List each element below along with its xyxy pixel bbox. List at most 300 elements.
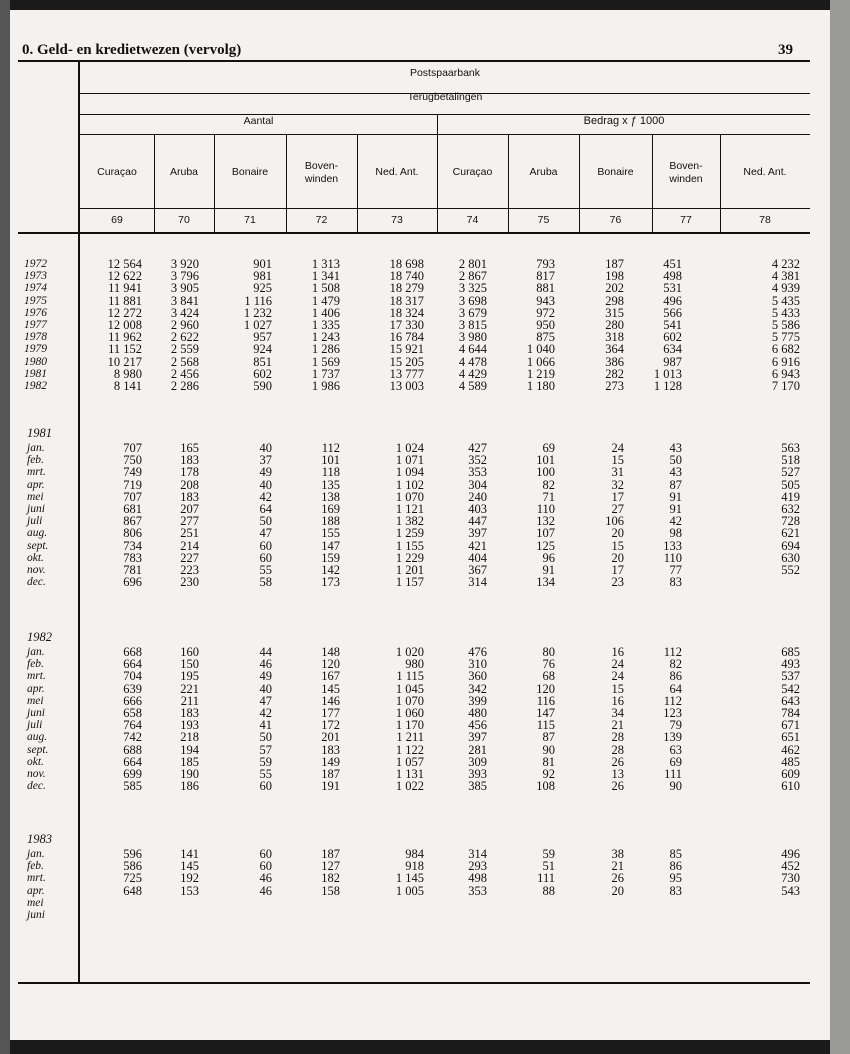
row-label: apr. (27, 682, 45, 695)
column-number: 71 (244, 214, 256, 226)
row-label: mrt. (27, 872, 46, 885)
data-column (670, 848, 683, 921)
table-cell: 59 (259, 754, 272, 769)
table-cell: 12 564 (107, 257, 142, 271)
table-cell: 1 027 (243, 317, 272, 332)
table-cell: 3 841 (170, 293, 199, 308)
table-cell: 1 122 (395, 742, 424, 757)
table-cell: 943 (536, 293, 555, 308)
table-cell: 26 (611, 754, 624, 769)
table-cell: 100 (536, 465, 555, 480)
table-cell: 111 (537, 871, 555, 886)
table-cell: 3 679 (458, 305, 487, 320)
row-label: mrt. (27, 466, 46, 479)
table-cell: 4 644 (458, 342, 487, 357)
table-cell: 27 (611, 501, 624, 516)
table-cell: 421 (468, 538, 487, 553)
table-cell: 3 815 (458, 317, 487, 332)
page-edge (830, 0, 850, 1054)
table-cell: 10 217 (107, 354, 142, 369)
row-label: 1974 (24, 282, 47, 295)
data-column (123, 646, 142, 792)
table-cell: 2 622 (170, 330, 199, 345)
table-cell (260, 909, 273, 921)
table-cell: 783 (123, 550, 142, 565)
table-cell: 150 (180, 657, 199, 672)
table-cell: 281 (468, 742, 487, 757)
table-cell: 13 003 (389, 378, 424, 393)
table-cell: 1 128 (653, 378, 682, 393)
table-cell: 169 (321, 501, 340, 516)
table-cell: 304 (468, 477, 487, 492)
table-cell: 1 986 (311, 378, 340, 393)
table-cell: 552 (781, 562, 800, 577)
table-cell: 972 (536, 305, 555, 320)
table-cell: 112 (321, 441, 340, 455)
row-label: 1978 (24, 331, 47, 344)
table-cell: 49 (259, 465, 272, 480)
table-cell: 31 (611, 465, 624, 480)
table-cell (537, 909, 555, 921)
table-cell: 273 (605, 378, 624, 393)
table-cell: 18 317 (389, 293, 424, 308)
column-header: Curaçao (452, 166, 493, 178)
column-number: 72 (315, 214, 328, 226)
group-rule (80, 134, 810, 135)
row-label: 1982 (24, 379, 47, 392)
row-label: juni (27, 706, 45, 719)
table-cell: 541 (663, 317, 682, 332)
table-cell: 24 (611, 657, 624, 672)
table-cell: 60 (259, 779, 272, 794)
table-cell: 3 920 (170, 257, 199, 271)
row-label: mei (27, 694, 44, 707)
table-cell: 925 (253, 281, 272, 296)
table-cell: 586 (123, 859, 142, 874)
column-header: Curaçao (97, 166, 137, 178)
table-cell: 668 (123, 645, 142, 659)
table-cell: 58 (259, 575, 272, 590)
table-subtitle: Terugbetalingen (407, 91, 483, 103)
column-header: Boven- winden (304, 160, 339, 185)
table-cell: 493 (781, 657, 800, 672)
table-cell: 1 335 (311, 317, 340, 332)
table-cell: 1 382 (395, 514, 424, 529)
table-cell: 1 508 (311, 281, 340, 296)
table-cell: 531 (663, 281, 682, 296)
row-label: nov. (27, 563, 46, 576)
table-cell (781, 576, 800, 588)
table-cell: 704 (123, 669, 142, 684)
table-cell: 26 (611, 779, 624, 794)
table-cell: 223 (180, 562, 199, 577)
table-cell: 12 272 (107, 305, 142, 320)
table-cell: 15 205 (389, 354, 424, 369)
table-cell: 50 (669, 453, 682, 468)
table-cell: 133 (663, 538, 682, 553)
table-cell: 1 131 (395, 766, 424, 781)
top-rule (18, 60, 810, 62)
table-cell: 40 (259, 477, 272, 492)
section-title: 0. Geld- en kredietwezen (vervolg) (22, 42, 242, 58)
table-cell: 159 (321, 550, 340, 565)
row-labels (27, 848, 46, 921)
table-cell: 101 (321, 453, 340, 468)
table-cell: 240 (468, 489, 487, 504)
bottom-rule (18, 982, 810, 984)
table-cell: 47 (259, 526, 272, 541)
table-cell: 187 (321, 847, 340, 861)
table-cell: 651 (781, 730, 800, 745)
table-cell: 63 (669, 742, 682, 757)
table-cell: 315 (605, 305, 624, 320)
table-cell: 92 (542, 766, 555, 781)
table-cell: 82 (669, 657, 682, 672)
table-cell: 397 (468, 526, 487, 541)
table-cell: 1 145 (395, 871, 424, 886)
data-column (396, 442, 424, 588)
table-cell: 69 (542, 441, 555, 455)
table-cell: 42 (259, 489, 272, 504)
table-cell: 1 406 (311, 305, 340, 320)
table-cell: 13 777 (389, 366, 424, 381)
table-cell: 3 698 (458, 293, 487, 308)
table-cell: 43 (669, 465, 682, 480)
table-cell: 46 (259, 883, 272, 898)
block-year-label: 1983 (27, 832, 52, 846)
table-cell: 924 (253, 342, 272, 357)
table-cell: 193 (180, 718, 199, 733)
table-cell: 707 (123, 441, 142, 455)
table-cell: 160 (180, 645, 199, 659)
table-cell: 2 960 (170, 317, 199, 332)
table-cell: 187 (321, 766, 340, 781)
table-cell: 21 (611, 859, 624, 874)
data-column (536, 442, 555, 588)
table-cell: 480 (468, 705, 487, 720)
table-cell: 125 (536, 538, 555, 553)
table-cell: 385 (468, 779, 487, 794)
table-cell: 352 (468, 453, 487, 468)
row-labels (27, 442, 48, 588)
table-cell: 60 (259, 847, 272, 861)
table-cell (670, 909, 683, 921)
table-cell: 23 (611, 575, 624, 590)
table-cell: 2 286 (170, 378, 199, 393)
row-label: mei (27, 896, 44, 909)
table-cell: 1 057 (395, 754, 424, 769)
table-cell: 2 867 (458, 269, 487, 284)
table-cell: 183 (180, 489, 199, 504)
table-cell: 957 (253, 330, 272, 345)
table-cell: 688 (123, 742, 142, 757)
table-cell: 47 (259, 693, 272, 708)
table-cell (612, 909, 625, 921)
table-cell: 1 045 (395, 681, 424, 696)
table-cell: 456 (468, 718, 487, 733)
table-cell: 685 (781, 645, 800, 659)
table-cell: 91 (542, 562, 555, 577)
table-cell: 277 (180, 514, 199, 529)
table-cell: 26 (611, 871, 624, 886)
table-cell: 1 071 (395, 453, 424, 468)
table-cell: 20 (611, 883, 624, 898)
table-cell: 496 (781, 847, 800, 861)
table-cell: 16 (611, 645, 624, 659)
column-number: 73 (391, 214, 403, 226)
table-cell: 596 (123, 847, 142, 861)
table-cell: 50 (259, 514, 272, 529)
table-cell: 1 201 (395, 562, 424, 577)
table-cell: 1 737 (311, 366, 340, 381)
table-cell: 28 (611, 730, 624, 745)
column-number: 69 (111, 214, 123, 226)
table-cell: 730 (781, 871, 800, 886)
table-cell: 41 (259, 718, 272, 733)
table-cell: 90 (669, 779, 682, 794)
table-cell: 24 (611, 441, 624, 455)
row-label: juni (27, 908, 45, 921)
table-cell: 602 (663, 330, 682, 345)
table-cell: 60 (259, 859, 272, 874)
table-cell: 118 (321, 465, 340, 480)
table-cell: 5 433 (771, 305, 800, 320)
table-cell: 227 (180, 550, 199, 565)
table-cell: 83 (669, 883, 682, 898)
table-cell: 851 (253, 354, 272, 369)
table-cell: 310 (468, 657, 487, 672)
table-cell: 8 980 (113, 366, 142, 381)
table-cell: 15 (611, 453, 624, 468)
table-cell: 207 (180, 501, 199, 516)
table-cell: 1 211 (396, 730, 424, 745)
table-cell: 155 (321, 526, 340, 541)
table-cell: 5 586 (771, 317, 800, 332)
data-column (123, 848, 142, 921)
table-cell: 293 (468, 859, 487, 874)
data-column (312, 258, 340, 392)
table-cell: 1 259 (395, 526, 424, 541)
table-cell: 585 (123, 779, 142, 794)
table-cell: 185 (180, 754, 199, 769)
data-column (260, 848, 273, 921)
table-cell: 186 (180, 779, 199, 794)
data-column (108, 258, 142, 392)
table-cell: 112 (663, 693, 682, 708)
table-cell: 188 (321, 514, 340, 529)
data-column (605, 442, 624, 588)
table-cell: 742 (123, 730, 142, 745)
table-cell: 5 435 (771, 293, 800, 308)
table-cell: 867 (123, 514, 142, 529)
table-cell: 364 (605, 342, 624, 357)
row-label: feb. (27, 658, 44, 671)
table-cell: 1 020 (395, 645, 424, 659)
header-bottom-rule (18, 232, 810, 234)
data-column (772, 258, 800, 392)
table-cell: 6 916 (771, 354, 800, 369)
table-cell: 681 (123, 501, 142, 516)
row-label: feb. (27, 860, 44, 873)
table-cell: 194 (180, 742, 199, 757)
data-column (180, 646, 199, 792)
table-cell: 147 (321, 538, 340, 553)
data-column (663, 646, 682, 792)
table-cell: 110 (536, 501, 555, 516)
data-column (654, 258, 682, 392)
table-cell: 1 286 (311, 342, 340, 357)
table-cell: 42 (259, 705, 272, 720)
row-label: sept. (27, 539, 49, 552)
table-cell: 17 (611, 562, 624, 577)
row-label: feb. (27, 454, 44, 467)
table-cell: 784 (781, 705, 800, 720)
table-cell: 46 (259, 871, 272, 886)
table-cell: 64 (259, 501, 272, 516)
column-number: 74 (466, 214, 479, 226)
data-column (612, 848, 625, 921)
column-header: Aruba (169, 166, 199, 178)
table-cell: 901 (253, 257, 272, 271)
table-cell: 77 (669, 562, 682, 577)
table-cell: 1 070 (395, 489, 424, 504)
table-cell: 42 (669, 514, 682, 529)
table-cell: 90 (542, 742, 555, 757)
table-cell: 1 569 (311, 354, 340, 369)
table-cell: 214 (180, 538, 199, 553)
column-header: Boven- winden (669, 160, 703, 185)
table-cell: 40 (259, 681, 272, 696)
table-cell: 462 (781, 742, 800, 757)
table-cell: 183 (321, 742, 340, 757)
table-cell: 353 (468, 883, 487, 898)
table-cell: 17 (611, 489, 624, 504)
table-cell: 64 (669, 681, 682, 696)
table-cell: 86 (669, 669, 682, 684)
table-cell: 177 (321, 705, 340, 720)
data-column (468, 848, 487, 921)
table-cell: 183 (180, 453, 199, 468)
table-cell: 2 801 (458, 257, 487, 271)
row-label: 1981 (24, 367, 47, 380)
table-cell: 182 (321, 871, 340, 886)
table-cell: 43 (669, 441, 682, 455)
table-cell: 707 (123, 489, 142, 504)
table-cell: 609 (781, 766, 800, 781)
table-cell: 671 (781, 718, 800, 733)
table-cell: 12 622 (107, 269, 142, 284)
table-cell: 1 157 (395, 575, 424, 590)
table-cell: 980 (405, 657, 424, 672)
table-cell: 187 (605, 257, 624, 271)
data-column (781, 848, 800, 921)
table-cell: 40 (259, 441, 272, 455)
table-cell: 142 (321, 562, 340, 577)
table-cell: 496 (663, 293, 682, 308)
table-cell: 719 (123, 477, 142, 492)
table-cell: 314 (468, 575, 487, 590)
table-cell: 87 (669, 477, 682, 492)
table-cell: 1 155 (395, 538, 424, 553)
table-cell: 282 (605, 366, 624, 381)
table-cell: 1 341 (311, 269, 340, 284)
table-cell: 123 (663, 705, 682, 720)
table-cell: 793 (536, 257, 555, 271)
table-cell: 106 (605, 514, 624, 529)
table-cell: 397 (468, 730, 487, 745)
table-cell: 298 (605, 293, 624, 308)
table-cell: 498 (468, 871, 487, 886)
table-cell (123, 909, 142, 921)
data-column (396, 848, 424, 921)
data-column (321, 442, 340, 588)
table-cell: 1 243 (311, 330, 340, 345)
data-column (260, 646, 273, 792)
table-cell (468, 909, 487, 921)
row-label: 1980 (24, 355, 47, 368)
table-cell: 1 024 (395, 441, 424, 455)
table-cell: 542 (781, 681, 800, 696)
table-cell: 135 (321, 477, 340, 492)
table-cell: 399 (468, 693, 487, 708)
table-cell: 173 (321, 575, 340, 590)
table-cell: 20 (611, 526, 624, 541)
table-cell: 145 (321, 681, 340, 696)
table-cell: 309 (468, 754, 487, 769)
table-cell: 3 325 (458, 281, 487, 296)
data-column (396, 646, 424, 792)
row-label: 1972 (24, 258, 47, 270)
table-cell: 15 (611, 538, 624, 553)
table-cell: 621 (781, 526, 800, 541)
table-cell: 981 (253, 269, 272, 284)
table-cell: 1 180 (526, 378, 555, 393)
table-cell: 60 (259, 538, 272, 553)
table-cell: 699 (123, 766, 142, 781)
table-cell: 485 (781, 754, 800, 769)
table-cell: 634 (663, 342, 682, 357)
data-column (180, 442, 199, 588)
table-cell (781, 909, 800, 921)
table-cell: 694 (781, 538, 800, 553)
table-cell: 120 (536, 681, 555, 696)
table-cell: 639 (123, 681, 142, 696)
row-label: okt. (27, 551, 44, 564)
row-label: juli (27, 515, 43, 528)
row-label: sept. (27, 743, 49, 756)
data-column (123, 442, 142, 588)
table-cell: 141 (180, 847, 199, 861)
data-column (180, 848, 199, 921)
table-cell: 37 (259, 453, 272, 468)
table-cell: 734 (123, 538, 142, 553)
table-cell: 132 (536, 514, 555, 529)
table-cell: 314 (468, 847, 487, 861)
table-cell: 139 (663, 730, 682, 745)
table-cell: 71 (542, 489, 555, 504)
table-cell: 2 456 (170, 366, 199, 381)
table-cell: 87 (542, 730, 555, 745)
table-cell (396, 897, 424, 909)
table-cell: 91 (669, 489, 682, 504)
table-cell: 24 (611, 669, 624, 684)
data-column (527, 258, 555, 392)
table-cell: 192 (180, 871, 199, 886)
table-cell: 2 568 (170, 354, 199, 369)
row-label: mei (27, 490, 44, 503)
table-cell: 16 784 (389, 330, 424, 345)
row-label: 1976 (24, 306, 47, 319)
